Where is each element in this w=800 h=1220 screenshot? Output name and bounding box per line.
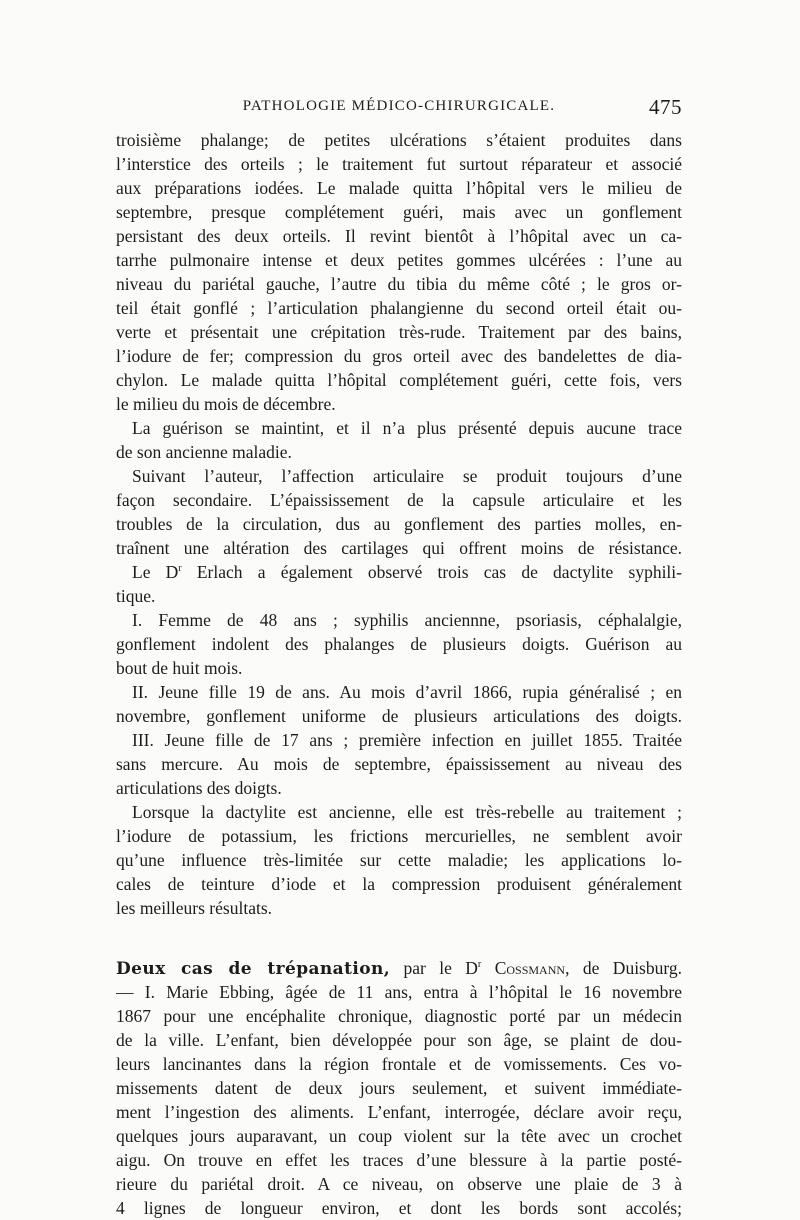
section-spacer <box>116 920 682 956</box>
erlach-post: Erlach a également observé trois cas de dactylite syphili- <box>181 562 682 582</box>
text-line: novembre, gonflement uniforme de plusieurs articulations des doigts. <box>116 706 682 726</box>
text-line: bout de huit mois. <box>116 658 243 678</box>
text-line: de son ancienne maladie. <box>116 442 292 462</box>
body-text <box>116 128 682 1220</box>
text-line: l’interstice des orteils ; le traitement fut surtout réparateur et associé <box>116 154 682 174</box>
section-byline-post: , de Duisburg. <box>565 958 682 978</box>
text-line: rieure du pariétal droit. A ce niveau, on observe une plaie de 3 à <box>116 1174 682 1194</box>
text-line: cales de teinture d’iode et la compression produisent généralement <box>116 874 682 894</box>
text-line: chylon. Le malade quitta l’hôpital complétement guéri, cette fois, vers <box>116 370 682 390</box>
text-line: qu’une influence très-limitée sur cette maladie; les applications lo- <box>116 850 682 870</box>
text-line: gonflement indolent des phalanges de plusieurs doigts. Guérison au <box>116 634 682 654</box>
erlach-pre: Le D <box>132 562 179 582</box>
text-line <box>116 560 682 584</box>
text-line: 1867 pour une encéphalite chronique, diagnostic porté par un médecin <box>116 1006 682 1026</box>
text-line: leurs lancinantes dans la région frontale et de vomissements. Ces vo- <box>116 1054 682 1074</box>
text-line: les meilleurs résultats. <box>116 898 273 918</box>
section-heading-line <box>116 956 682 980</box>
text-line: quelques jours auparavant, un coup violent sur la tête avec un crochet <box>116 1126 682 1146</box>
text-line: tarrhe pulmonaire intense et deux petites gommes ulcérées : l’une au <box>116 250 682 270</box>
text-line: teil était gonflé ; l’articulation phalangienne du second orteil était ou- <box>116 298 682 318</box>
text-line: traînent une altération des cartilages qui offrent moins de résistance. <box>116 538 682 558</box>
text-line: l’iodure de potassium, les frictions mercurielles, ne semblent avoir <box>116 826 682 846</box>
text-line: le milieu du mois de décembre. <box>116 394 336 414</box>
text-line: l’iodure de fer; compression du gros orteil avec des bandelettes de dia- <box>116 346 682 366</box>
text-line: niveau du pariétal gauche, l’autre du tibia du même côté ; le gros or- <box>116 274 682 294</box>
doctor-abbrev-sup: r <box>178 563 182 575</box>
text-line: aigu. On trouve en effet les traces d’une blessure à la partie posté- <box>116 1150 682 1170</box>
text-line: sans mercure. Au mois de septembre, épaississement au niveau des <box>116 754 682 774</box>
text-line: verte et présentait une crépitation très-rude. Traitement par des bains, <box>116 322 682 342</box>
text-line: de la ville. L’enfant, bien développée pour son âge, se plaint de dou- <box>116 1030 682 1050</box>
text-line: La guérison se maintint, et il n’a plus présenté depuis aucune trace <box>132 418 682 438</box>
text-line: I. Femme de 48 ans ; syphilis anciennne, psoriasis, céphalalgie, <box>132 610 682 630</box>
text-line: persistant des deux orteils. Il revint bientôt à l’hôpital avec un ca- <box>116 226 682 246</box>
text-line: Lorsque la dactylite est ancienne, elle est très-rebelle au traitement ; <box>132 802 682 822</box>
text-line: troisième phalange; de petites ulcérations s’étaient produites dans <box>116 130 682 150</box>
text-line: 4 lignes de longueur environ, et dont les bords sont accolés; <box>116 1198 682 1218</box>
text-line: troubles de la circulation, dus au gonflement des parties molles, en- <box>116 514 682 534</box>
page-header <box>116 95 682 126</box>
doctor-abbrev-sup: r <box>477 959 482 971</box>
running-title: PATHOLOGIE MÉDICO-CHIRURGICALE. <box>242 98 556 114</box>
text-line: ment l’ingestion des aliments. L’enfant, interrogée, déclare avoir reçu, <box>116 1102 682 1122</box>
text-line: façon secondaire. L’épaississement de la capsule articulaire et les <box>116 490 682 510</box>
text-line: Suivant l’auteur, l’affection articulaire se produit toujours d’une <box>132 466 682 486</box>
text-line: articulations des doigts. <box>116 778 282 798</box>
text-line: septembre, presque complétement guéri, mais avec un gonflement <box>116 202 682 222</box>
text-line: tique. <box>116 586 156 606</box>
text-line: II. Jeune fille 19 de ans. Au mois d’avril 1866, rupia généralisé ; en <box>132 682 682 702</box>
page-number: 475 <box>649 95 682 119</box>
text-line: — I. Marie Ebbing, âgée de 11 ans, entra à l’hôpital le 16 novembre <box>116 982 682 1002</box>
section-byline-pre: par le D <box>390 958 478 978</box>
text-line: missements datent de deux jours seulement, et suivent immédiate- <box>116 1078 682 1098</box>
section-author: Cossmann <box>494 958 566 978</box>
section-title: Deux cas de trépanation, <box>116 959 391 979</box>
text-line: III. Jeune fille de 17 ans ; première infection en juillet 1855. Traitée <box>132 730 682 750</box>
text-line: aux préparations iodées. Le malade quitta l’hôpital vers le milieu de <box>116 178 682 198</box>
